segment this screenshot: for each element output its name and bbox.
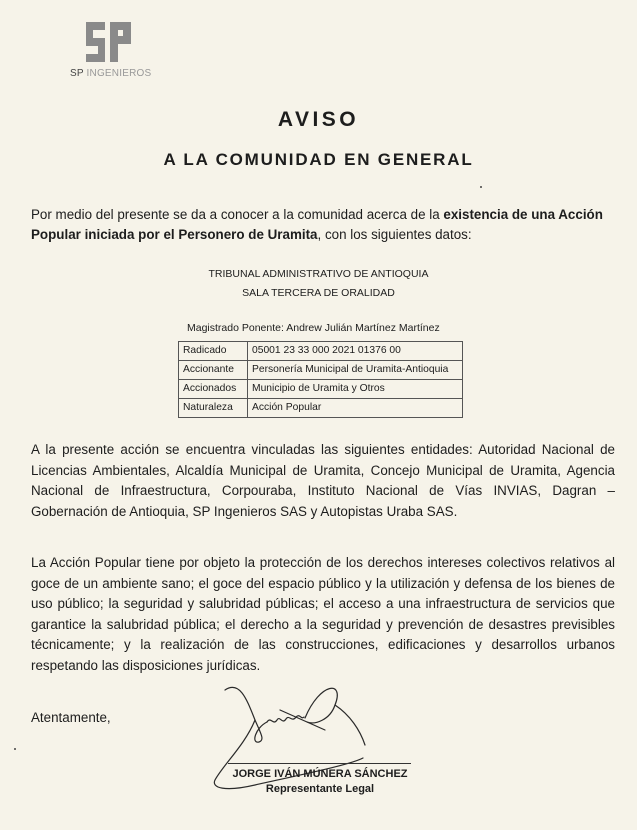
table-cell-value: Acción Popular	[248, 399, 463, 418]
court-block	[0, 265, 637, 303]
table-cell-value: Municipio de Uramita y Otros	[248, 380, 463, 399]
table-row	[179, 399, 463, 418]
table-row	[179, 361, 463, 380]
sp-logo-icon	[83, 18, 135, 66]
entities-paragraph: A la presente acción se encuentra vinculadas las siguientes entidades: Autoridad Nacional de Licencias Ambientales, Alcaldía Municipal de Uramita, Concejo Municipal de Uramita, Agencia Nacional de Infraestructura, Corpouraba, Instituto Nacional de Vías INVIAS, Dagran – Gobernación de Antioquia, SP Ingenieros SAS y Autopistas Uraba SAS.	[31, 442, 615, 519]
table-cell-label: Naturaleza	[179, 399, 248, 418]
intro-text-before: Por medio del presente se da a conocer a la comunidad acerca de la	[31, 207, 444, 222]
signature-line	[228, 763, 411, 764]
table-cell-value: 05001 23 33 000 2021 01376 00	[248, 342, 463, 361]
table-cell-value: Personería Municipal de Uramita-Antioquia	[248, 361, 463, 380]
closing-salutation: Atentamente,	[31, 710, 111, 725]
logo-text	[70, 68, 152, 79]
purpose-paragraph: La Acción Popular tiene por objeto la protección de los derechos intereses colectivos relativos al goce de un ambiente sano; el goce del espacio público y la utilización y defensa de los bienes de uso público; la seguridad y salubridad públicas; el acceso a una infraestructura de servicios que garantice la salubridad pública; el derecho a la seguridad y prevención de desastres previsibles técnicamente; y la realización de las construcciones, edificaciones y desarrollos urbanos respetando las disposiciones jurídicas.	[31, 555, 615, 673]
logo-name: INGENIEROS	[86, 68, 152, 79]
page-subtitle: A LA COMUNIDAD EN GENERAL	[163, 150, 474, 169]
signatory-name: JORGE IVÁN MÚNERA SÁNCHEZ	[232, 768, 408, 780]
intro-text-after: , con los siguientes datos:	[317, 227, 472, 242]
scan-speck	[480, 186, 482, 188]
signatory-role: Representante Legal	[265, 783, 375, 795]
table-cell-label: Accionante	[179, 361, 248, 380]
case-table	[178, 341, 463, 418]
court-line1: TRIBUNAL ADMINISTRATIVO DE ANTIOQUIA	[208, 268, 429, 280]
table-cell-label: Accionados	[179, 380, 248, 399]
table-row	[179, 342, 463, 361]
court-line2: SALA TERCERA DE ORALIDAD	[242, 287, 395, 299]
logo-brand: SP	[70, 68, 84, 79]
company-logo	[70, 18, 152, 79]
intro-paragraph	[31, 205, 615, 245]
intro-bold: existencia de una Acción Popular iniciada por el Personero de Uramita	[31, 207, 603, 242]
table-cell-label: Radicado	[179, 342, 248, 361]
magistrado-ponente: Magistrado Ponente: Andrew Julián Martínez Martínez	[187, 322, 440, 334]
table-row	[179, 380, 463, 399]
scan-speck	[14, 748, 16, 750]
page-title: AVISO	[277, 108, 360, 131]
